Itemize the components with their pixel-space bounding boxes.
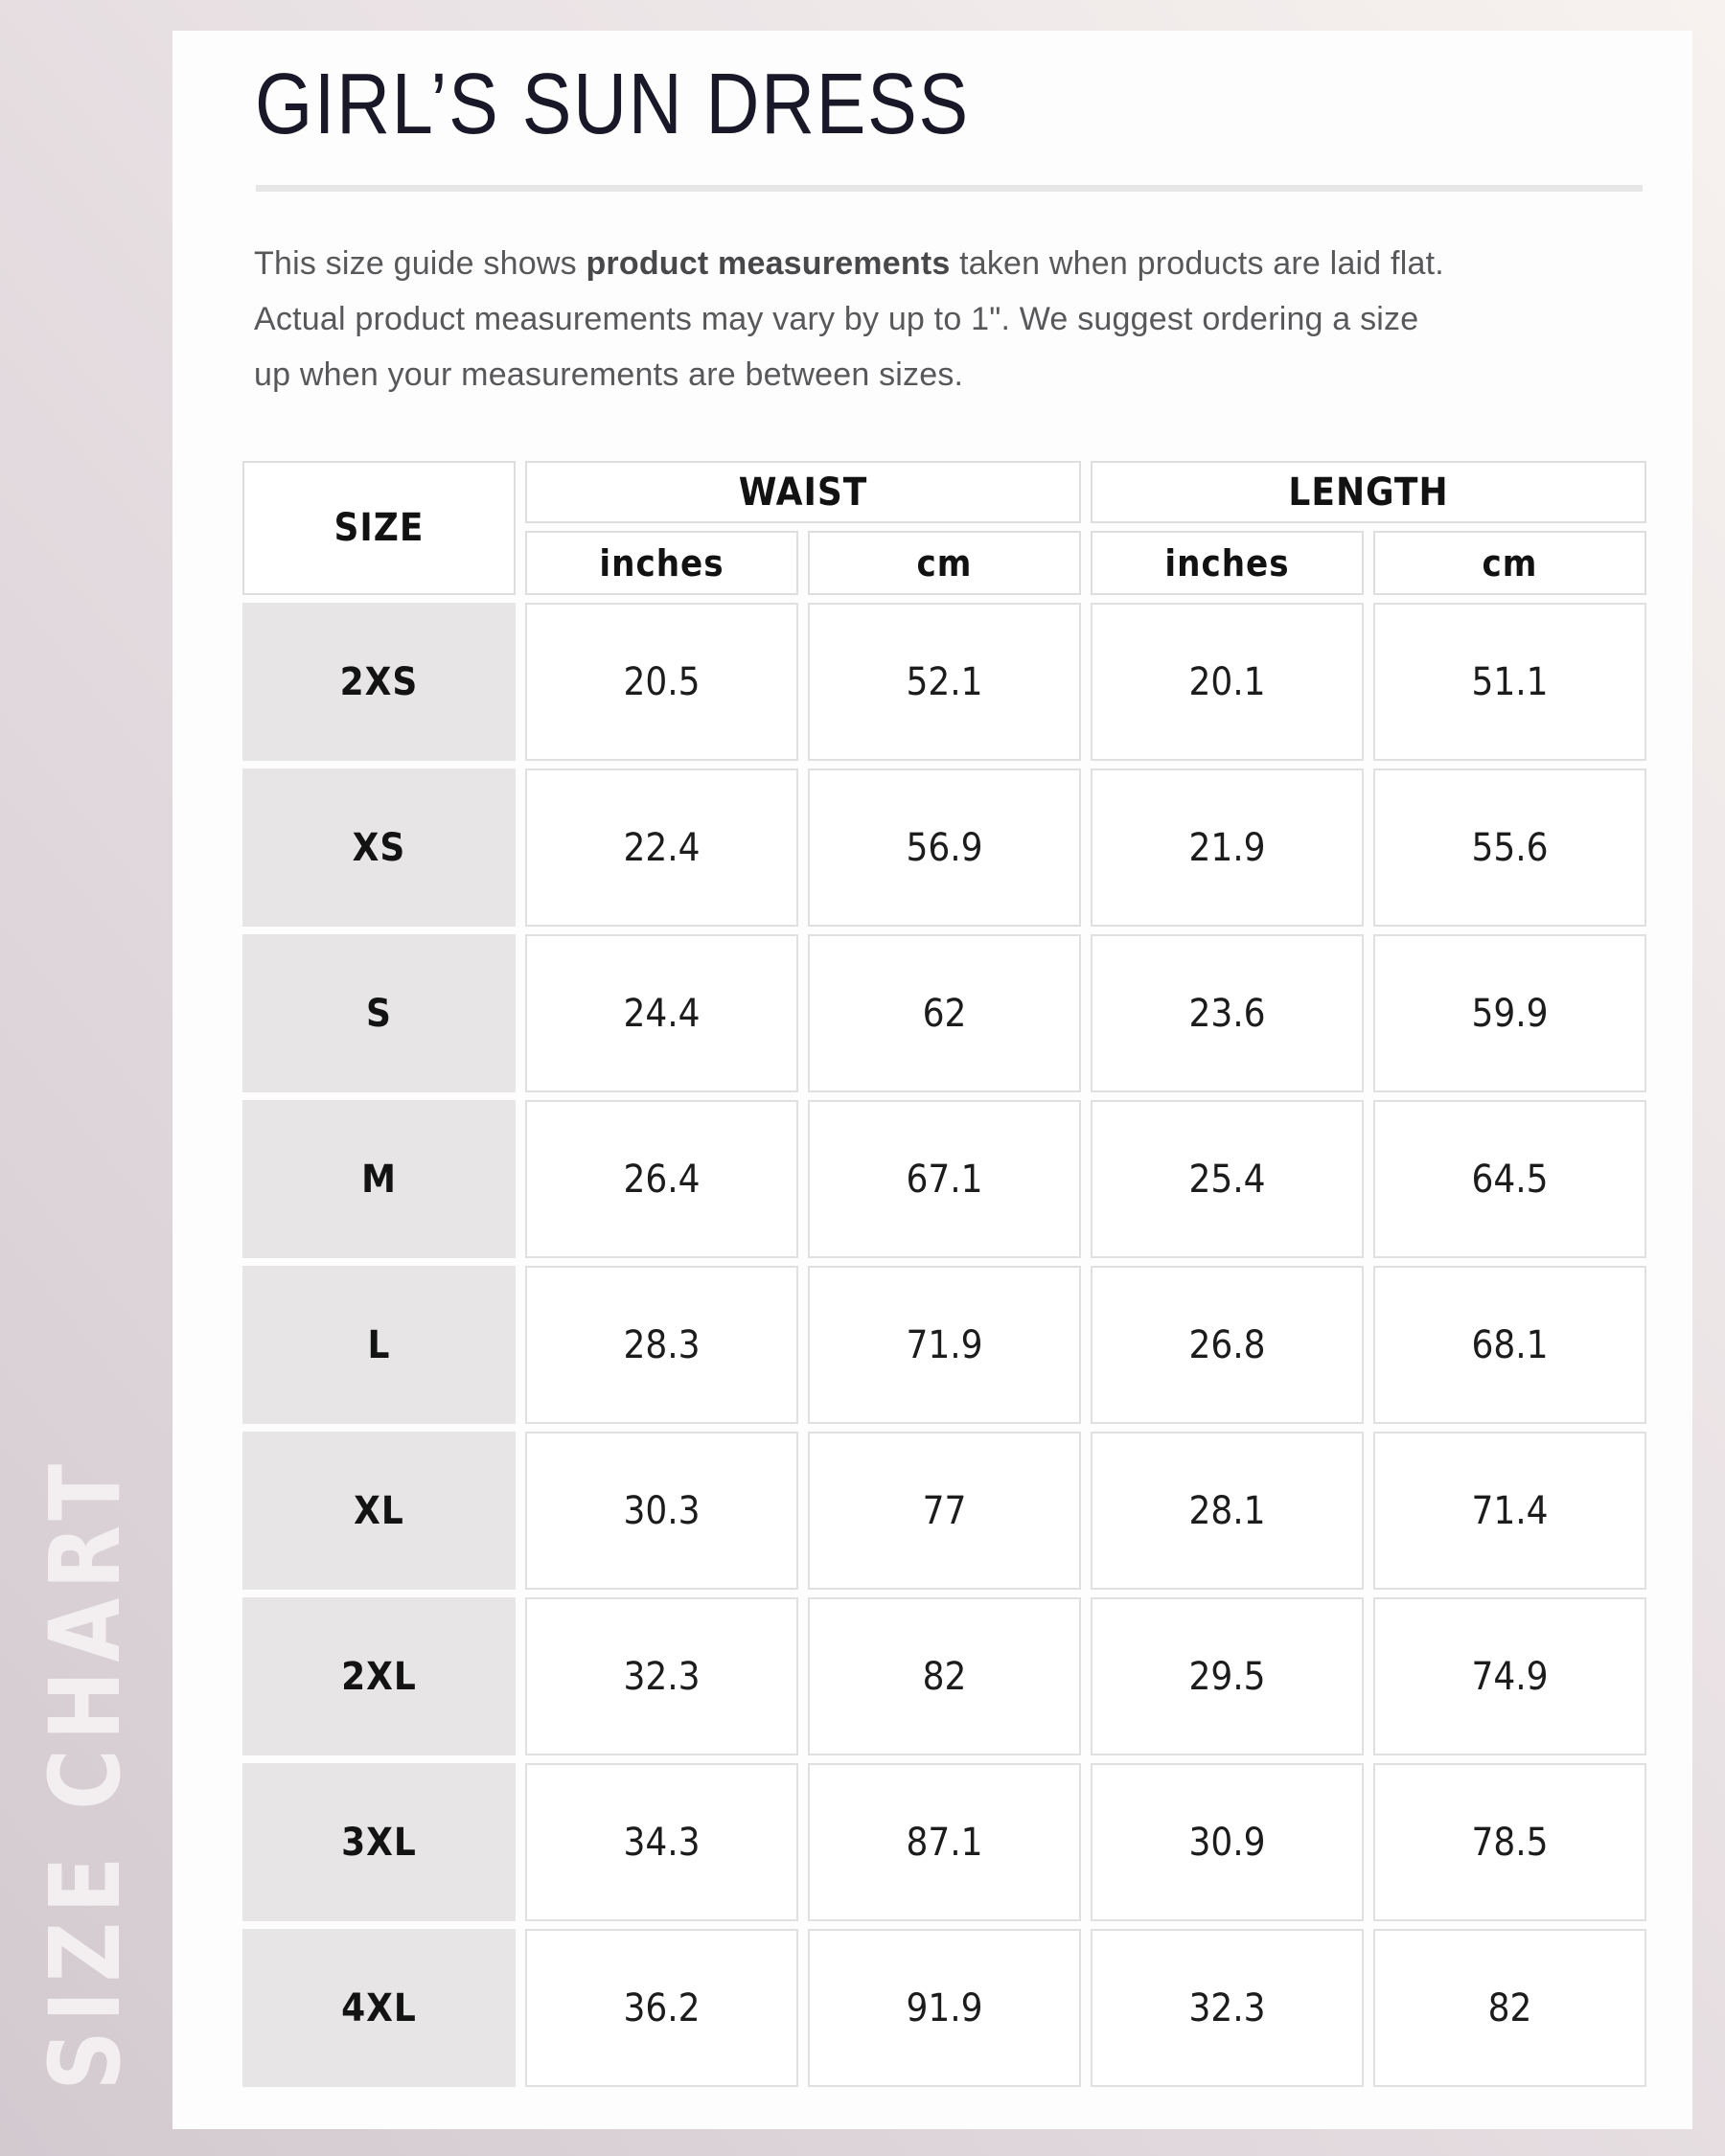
size-label-3xl: 3XL	[242, 1763, 516, 1921]
waist-inches-value: 26.4	[525, 1100, 798, 1258]
waist-cm-value: 52.1	[808, 603, 1081, 761]
col-header-length-cm: cm	[1373, 531, 1646, 595]
size-label-l: L	[242, 1266, 516, 1424]
vertical-side-label: SIZE CHART	[29, 1455, 143, 2091]
col-header-waist-inches: inches	[525, 531, 798, 595]
length-cm-value: 74.9	[1373, 1597, 1646, 1755]
size-label-m: M	[242, 1100, 516, 1258]
length-inches-value: 28.1	[1091, 1432, 1364, 1590]
waist-inches-value: 30.3	[525, 1432, 798, 1590]
col-header-length: LENGTH	[1091, 461, 1646, 523]
waist-cm-value: 91.9	[808, 1929, 1081, 2087]
size-label-xs: XS	[242, 768, 516, 927]
waist-inches-value: 22.4	[525, 768, 798, 927]
description-line-1-bold: product measurements	[586, 245, 951, 282]
size-label-xl: XL	[242, 1432, 516, 1590]
waist-inches-value: 36.2	[525, 1929, 798, 2087]
length-inches-value: 26.8	[1091, 1266, 1364, 1424]
length-cm-value: 78.5	[1373, 1763, 1646, 1921]
waist-cm-value: 71.9	[808, 1266, 1081, 1424]
size-guide-description	[254, 236, 1663, 402]
length-cm-value: 71.4	[1373, 1432, 1646, 1590]
waist-inches-value: 28.3	[525, 1266, 798, 1424]
length-inches-value: 32.3	[1091, 1929, 1364, 2087]
length-inches-value: 23.6	[1091, 934, 1364, 1092]
length-inches-value: 30.9	[1091, 1763, 1364, 1921]
page-title: GIRL’S SUN DRESS	[255, 57, 970, 152]
title-divider	[256, 185, 1643, 192]
col-header-size: SIZE	[242, 461, 516, 595]
size-label-4xl: 4XL	[242, 1929, 516, 2087]
waist-inches-value: 32.3	[525, 1597, 798, 1755]
length-cm-value: 82	[1373, 1929, 1646, 2087]
length-cm-value: 51.1	[1373, 603, 1646, 761]
waist-inches-value: 34.3	[525, 1763, 798, 1921]
length-inches-value: 20.1	[1091, 603, 1364, 761]
waist-inches-value: 24.4	[525, 934, 798, 1092]
waist-inches-value: 20.5	[525, 603, 798, 761]
size-guide-card	[172, 31, 1692, 2129]
description-line-2: Actual product measurements may vary by up to 1". We suggest ordering a size	[254, 301, 1419, 337]
size-label-2xs: 2XS	[242, 603, 516, 761]
waist-cm-value: 56.9	[808, 768, 1081, 927]
size-label-2xl: 2XL	[242, 1597, 516, 1755]
length-cm-value: 68.1	[1373, 1266, 1646, 1424]
col-header-length-inches: inches	[1091, 531, 1364, 595]
size-chart-table	[242, 461, 1646, 2087]
size-label-s: S	[242, 934, 516, 1092]
length-inches-value: 29.5	[1091, 1597, 1364, 1755]
length-cm-value: 64.5	[1373, 1100, 1646, 1258]
col-header-waist: WAIST	[525, 461, 1081, 523]
waist-cm-value: 87.1	[808, 1763, 1081, 1921]
waist-cm-value: 67.1	[808, 1100, 1081, 1258]
waist-cm-value: 62	[808, 934, 1081, 1092]
length-inches-value: 25.4	[1091, 1100, 1364, 1258]
length-inches-value: 21.9	[1091, 768, 1364, 927]
description-line-1	[254, 236, 1663, 291]
length-cm-value: 55.6	[1373, 768, 1646, 927]
description-line-3: up when your measurements are between sizes.	[254, 356, 964, 393]
waist-cm-value: 77	[808, 1432, 1081, 1590]
waist-cm-value: 82	[808, 1597, 1081, 1755]
length-cm-value: 59.9	[1373, 934, 1646, 1092]
description-line-1-post: taken when products are laid flat.	[950, 245, 1444, 282]
col-header-waist-cm: cm	[808, 531, 1081, 595]
description-line-1-pre: This size guide shows	[254, 245, 586, 282]
